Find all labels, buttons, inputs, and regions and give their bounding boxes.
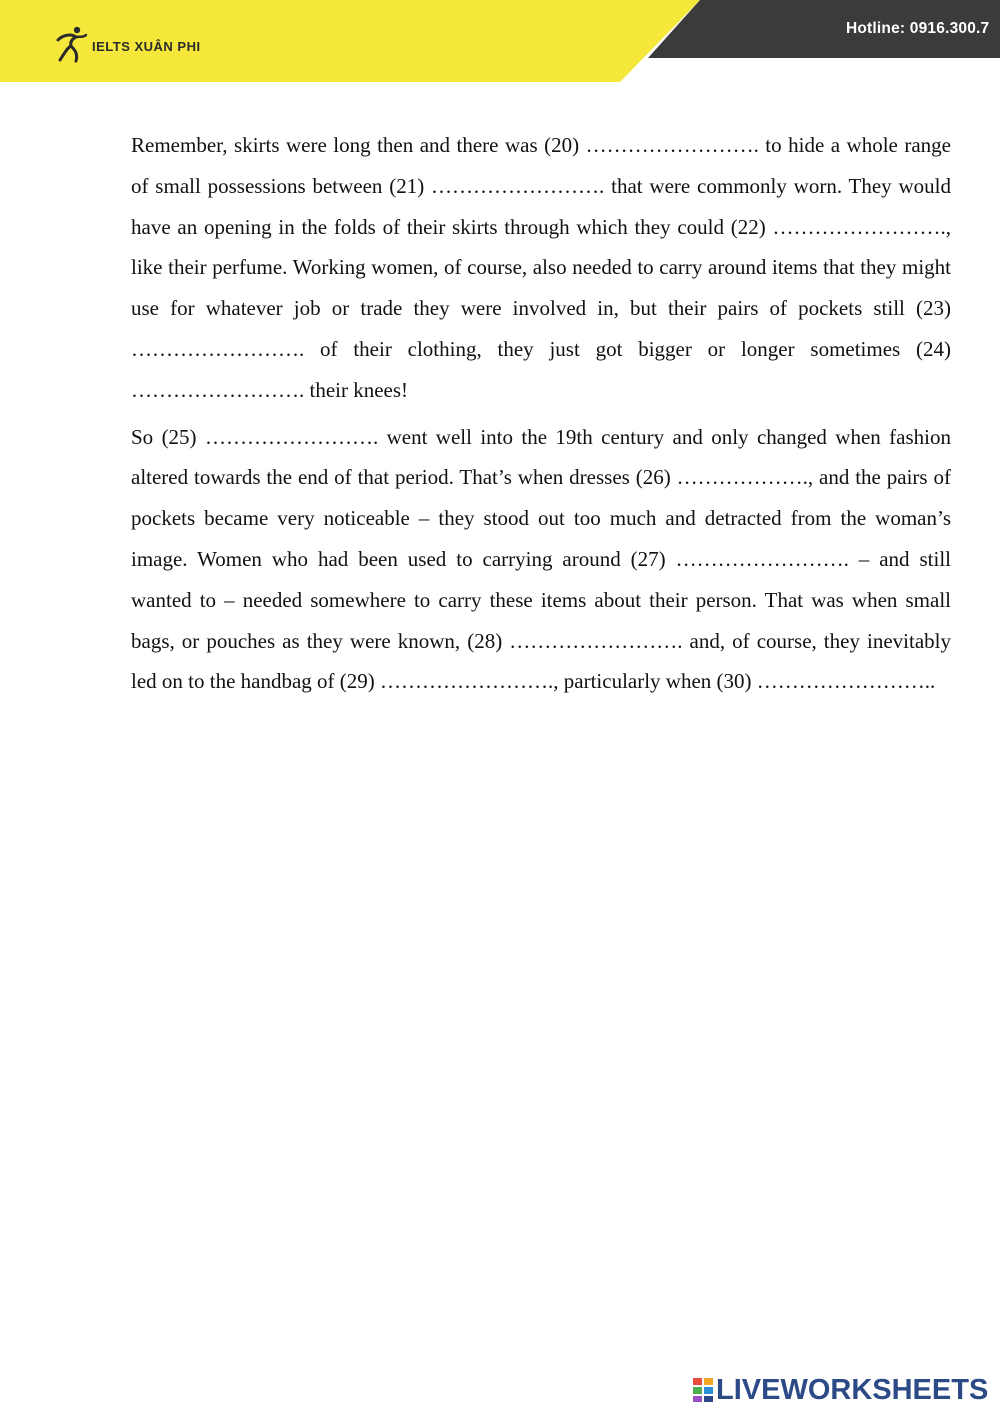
passage-paragraph-2: So (25) ……………………. went well into the 19th century and only changed when fashion altered towards the end of that period. That’s when dresses (26) ………………., and the pairs of pockets became very noticeable – they stood out too much and detracted from the woman’s image. Women who had been used to carrying around (27) ……………………. – and still wanted to – needed somewhere to carry these items about their person. That was when small bags, or pouches as they were known, (28) ……………………. and, of course, they inevitably led on to the handbag of (29) ……………………., particularly when (30) …………………….. [131,424,951,694]
runner-icon [52,24,90,64]
brand-logo [52,24,201,64]
page-header [0,0,1000,82]
liveworksheets-grid-icon [692,1377,714,1403]
passage-paragraph-1: Remember, skirts were long then and there was (20) ……………………. to hide a whole range of small possessions between (21) ……………………. that were commonly worn. They would have an opening in the folds of their skirts through which they could (22) ……………………., like their perfume. Working women, of course, also needed to carry around items that they might use for whatever job or trade they were involved in, but their pairs of pockets still (23) ……………………. of their clothing, they just got bigger or longer sometimes (24) ……………………. their knees! [131,133,951,402]
hotline-text: Hotline: 0916.300.7 [846,20,990,37]
liveworksheets-wordmark: LIVEWORKSHEETS [716,1373,989,1406]
liveworksheets-logo [692,1374,988,1406]
brand-name: IELTS XUÂN PHI [92,38,201,54]
reading-passage [131,125,951,702]
